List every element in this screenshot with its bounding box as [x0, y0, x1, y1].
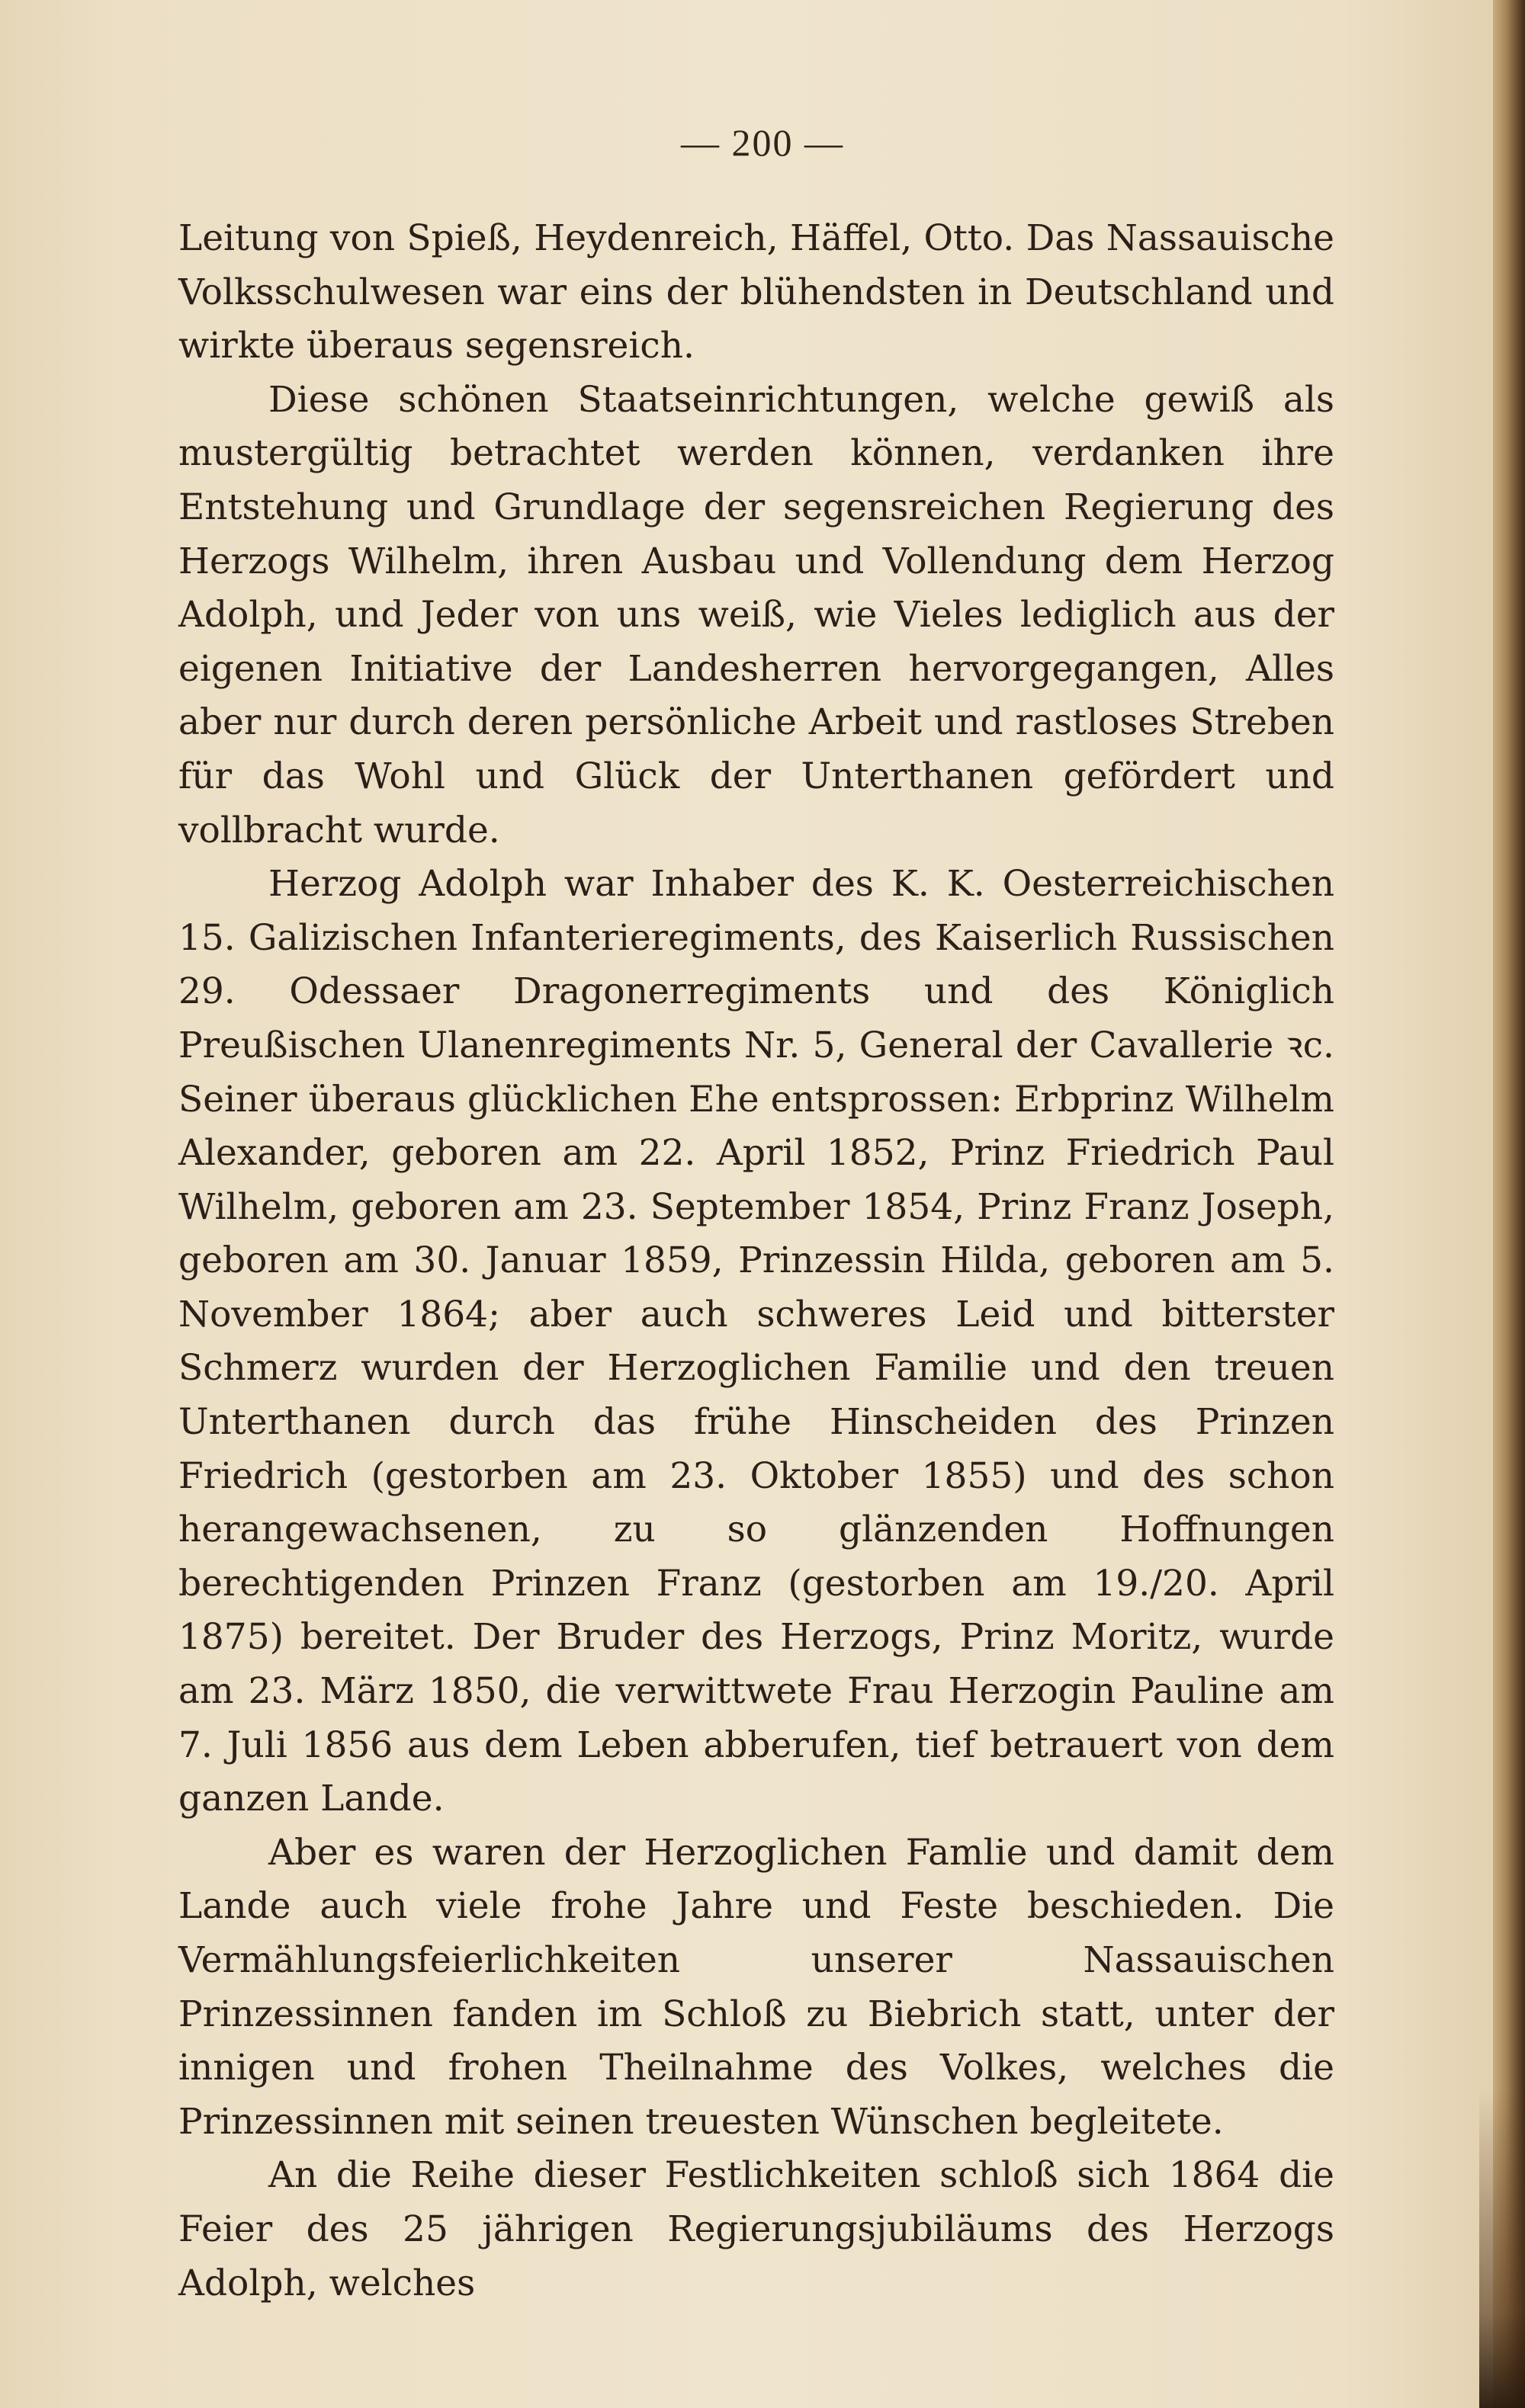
paragraph-5: An die Reihe dieser Festlichkeiten schloß sich 1864 die Feier des 25 jährigen Regierungsjubiläums des Herzogs Adolph, welches: [178, 2154, 1334, 2304]
body-text: [178, 212, 1334, 2310]
page-edge: [1493, 0, 1525, 2408]
paragraph-4: Aber es waren der Herzoglichen Famlie und damit dem Lande auch viele frohe Jahre und Feste beschieden. Die Vermählungsfeierlichkeiten unserer Nassauischen Prinzessinnen fanden im Schloß zu Biebrich statt, unter der innigen und frohen Theilnahme des Volkes, welches die Prinzessinnen mit seinen treuesten Wünschen begleitete.: [178, 1831, 1334, 2143]
page-number: — 200 —: [681, 121, 844, 164]
page-stain: [1479, 2088, 1525, 2408]
paragraph-3: Herzog Adolph war Inhaber des K. K. Oesterreichischen 15. Galizischen Infanterieregiments, des Kaiserlich Russischen 29. Odessaer Dragonerregiments und des Königlich Preußischen Ulanenregiments Nr. 5, General der Cavallerie ꝛc. Seiner überaus glücklichen Ehe entsprossen: Erbprinz Wilhelm Alexander, geboren am 22. April 1852, Prinz Friedrich Paul Wilhelm, geboren am 23. September 1854, Prinz Franz Joseph, geboren am 30. Januar 1859, Prinzessin Hilda, geboren am 5. November 1864; aber auch schweres Leid und bitterster Schmerz wurden der Herzoglichen Familie und den treuen Unterthanen durch das frühe Hinscheiden des Prinzen Friedrich (gestorben am 23. Oktober 1855) und des schon herangewachsenen, zu so glänzenden Hoffnungen berechtigenden Prinzen Franz (gestorben am 19./20. April 1875) bereitet. Der Bruder des Herzogs, Prinz Moritz, wurde am 23. März 1850, die verwittwete Frau Herzogin Pauline am 7. Juli 1856 aus dem Leben abberufen, tief betrauert von dem ganzen Lande.: [178, 863, 1334, 1820]
paragraph-2: Diese schönen Staatseinrichtungen, welche gewiß als mustergültig betrachtet werden können, verdanken ihre Entstehung und Grundlage der segensreichen Regierung des Herzogs Wilhelm, ihren Ausbau und Vollendung dem Herzog Adolph, und Jeder von uns weiß, wie Vieles lediglich aus der eigenen Initiative der Landesherren hervorgegangen, Alles aber nur durch deren persönliche Arbeit und rastloses Streben für das Wohl und Glück der Unterthanen gefördert und vollbracht wurde.: [178, 378, 1334, 851]
paragraph-1: Leitung von Spieß, Heydenreich, Häffel, Otto. Das Nassauische Volksschulwesen war eins der blühendsten in Deutschland und wirkte überaus segensreich.: [178, 217, 1334, 367]
